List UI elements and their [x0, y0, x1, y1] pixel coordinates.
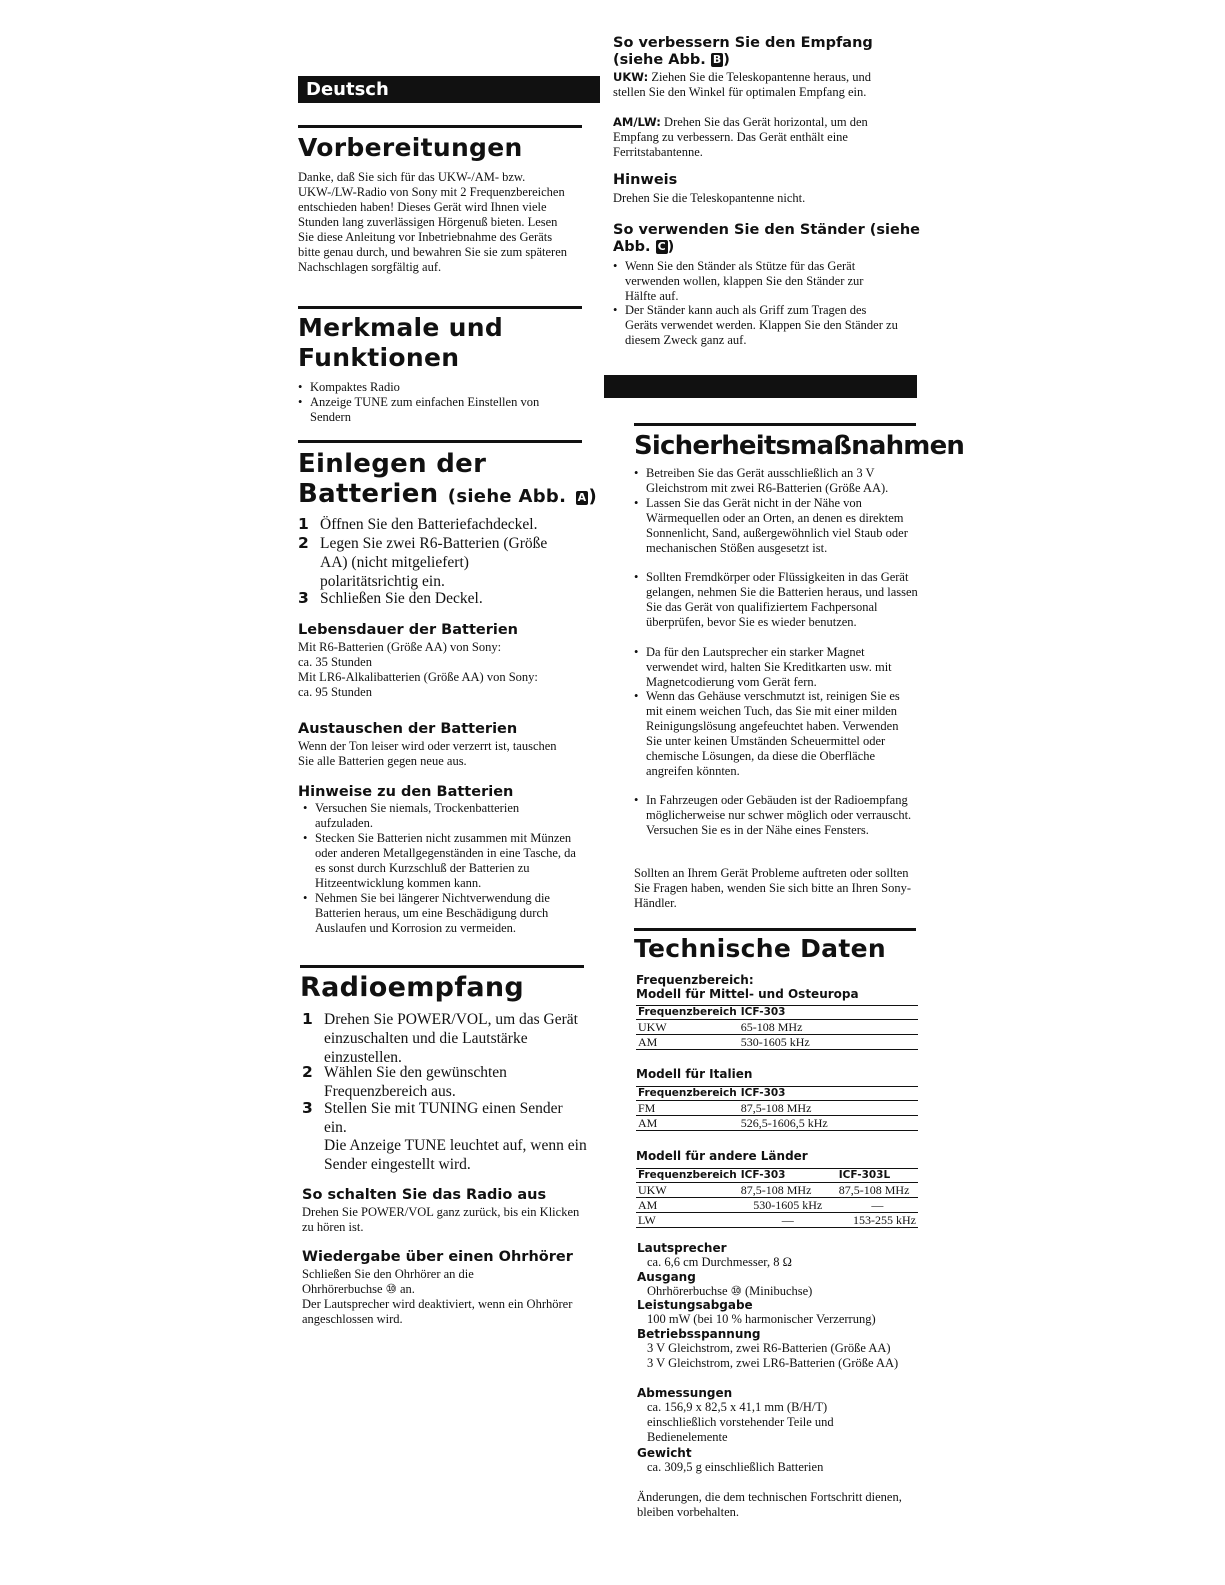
battery-step-3 [298, 589, 578, 608]
model2-title: Modell für Italien [636, 1067, 753, 1081]
sicherheit-item: • Sollten Fremdkörper oder Flüssigkeiten in das Gerät gelangen, nehmen Sie die Batterien heraus, und lassen Sie das Gerät von qualifiziertem Fachpersonal überprüfen, bevor Sie es wieder benutzen. [634, 570, 919, 630]
step-number: 1 [298, 515, 309, 533]
heading-empfang [613, 35, 873, 69]
step-text: Legen Sie zwei R6-Batterien (Größe AA) (nicht mitgeliefert) polaritätsrichtig ein. [320, 535, 548, 590]
heading-austauschen: Austauschen der Batterien [298, 721, 518, 737]
radio-step-1 [302, 1010, 587, 1067]
step-number: 2 [298, 534, 309, 552]
heading-ohrhoerer: Wiedergabe über einen Ohrhörer [302, 1249, 573, 1265]
sicherheit-item: • In Fahrzeugen oder Gebäuden ist der Radioempfang möglicherweise nur schwer möglich oder verrauscht. Versuchen Sie es in der Nähe eines Fensters. [634, 793, 914, 838]
step-text: Stellen Sie mit TUNING einen Sender ein. [324, 1100, 563, 1136]
battery-step-2 [298, 534, 563, 591]
section-rule [634, 423, 916, 426]
step-number: 3 [298, 589, 309, 607]
lebensdauer-line: ca. 35 Stunden [298, 655, 372, 669]
freq-label: Frequenzbereich: [636, 973, 754, 987]
table-cell: 87,5-108 MHz [837, 1183, 918, 1198]
empfang-amlw [613, 115, 898, 160]
heading-hinweis: Hinweis [613, 172, 678, 188]
empfang-amlw-text: Drehen Sie das Gerät horizontal, um den Empfang zu verbessern. Das Gerät enthält eine Ferritstabantenne. [613, 115, 868, 159]
table-cell: — [837, 1198, 918, 1213]
heading-batterien-close: ) [588, 486, 597, 507]
sicherheit-item: • Wenn das Gehäuse verschmutzt ist, reinigen Sie es mit einem weichen Tuch, das Sie mit einer milden Reinigungslösung angefeuchtet haben. Verwenden Sie unter keinen Umständen Scheuermittel oder chemische Lösungen, da diese die Oberfläche angreifen könnten. [634, 689, 909, 779]
table-cell: 87,5-108 MHz [739, 1101, 918, 1116]
vorbereitungen-body: Danke, daß Sie sich für das UKW-/AM- bzw. UKW-/LW-Radio von Sony mit 2 Frequenzbereichen entschieden haben! Dieses Gerät wird Ihnen viele Stunden lang zuverlässigen Hörgenuß bieten. Lesen Sie diese Anleitung vor Inbetriebnahme des Geräts bitte genau durch, und bewahren Sie sie zum späteren Nachschlagen sorgfältig auf. [298, 170, 568, 274]
heading-staender-line2 [613, 239, 920, 256]
heading-staender-close: ) [667, 239, 675, 255]
heading-empfang-line1: So verbessern Sie den Empfang [613, 35, 873, 51]
figure-ref-c: C [657, 240, 666, 253]
heading-staender-line1: So verwenden Sie den Ständer (siehe [613, 222, 921, 238]
step-text: Wählen Sie den gewünschten Frequenzbereich aus. [324, 1064, 507, 1100]
spec-value: ca. 309,5 g einschließlich Batterien [647, 1460, 824, 1474]
model3-title: Modell für andere Länder [636, 1149, 808, 1163]
staender-item: • Wenn Sie den Ständer als Stütze für das Gerät verwenden wollen, klappen Sie den Ständer zur Hälfte auf. [613, 259, 893, 304]
section-rule [298, 440, 582, 443]
technik-footer: Änderungen, die dem technischen Fortschritt dienen, bleiben vorbehalten. [637, 1490, 902, 1519]
spec-table-3 [636, 1168, 918, 1228]
empfang-ukw-text: Ziehen Sie die Teleskopantenne heraus, und stellen Sie den Winkel für optimalen Empfang ein. [613, 70, 871, 99]
spec-value: 3 V Gleichstrom, zwei LR6-Batterien (Größe AA) [647, 1356, 899, 1370]
radio-step-3 [302, 1099, 587, 1137]
table-cell: UKW [636, 1183, 739, 1198]
table-cell: 65-108 MHz [739, 1020, 918, 1035]
spec-label: Abmessungen [637, 1386, 733, 1400]
table-cell: FM [636, 1101, 739, 1116]
table-header: ICF-303 [739, 1169, 837, 1183]
heading-radioempfang: Radioempfang [300, 972, 525, 1003]
table-cell: AM [636, 1035, 739, 1050]
table-cell: — [739, 1213, 837, 1228]
heading-batterien-line1: Einlegen der [298, 449, 487, 479]
hinweise-item: • Nehmen Sie bei längerer Nichtverwendung die Batterien heraus, um eine Beschädigung durch Auslaufen und Korrosion zu vermeiden. [303, 891, 575, 936]
heading-staender-ref: Abb. [613, 239, 651, 255]
table-header: Frequenzbereich [638, 1169, 737, 1181]
spec-value: 3 V Gleichstrom, zwei R6-Batterien (Größe AA) [647, 1341, 891, 1355]
table-row [636, 1035, 918, 1050]
figure-ref-a: A [577, 491, 587, 504]
radio-step-3-note: Die Anzeige TUNE leuchtet auf, wenn ein Sender eingestellt wird. [324, 1137, 587, 1173]
spec-label: Gewicht [637, 1446, 692, 1460]
heading-empfang-ref: (siehe Abb. [613, 52, 706, 68]
spec-label: Lautsprecher [637, 1241, 727, 1255]
table-cell: AM [636, 1198, 739, 1213]
table-cell: 153-255 kHz [837, 1213, 918, 1228]
table-cell: AM [636, 1116, 739, 1131]
table-row [636, 1101, 918, 1116]
table-header-row [636, 1087, 918, 1101]
lebensdauer-line: Mit LR6-Alkalibatterien (Größe AA) von Sony: [298, 670, 538, 684]
table-cell: 87,5-108 MHz [739, 1183, 837, 1198]
spec-label: Leistungsabgabe [637, 1298, 753, 1312]
heading-vorbereitungen: Vorbereitungen [298, 133, 523, 162]
spec-label: Ausgang [637, 1270, 696, 1284]
empfang-ukw-label: UKW: [613, 70, 649, 84]
heading-lebensdauer: Lebensdauer der Batterien [298, 622, 518, 638]
heading-batterien [298, 449, 597, 512]
sicherheit-item: • Lassen Sie das Gerät nicht in der Nähe von Wärmequellen oder an Orten, an denen es direktem Sonnenlicht, Sand, außergewöhnlich viel Staub oder mechanischen Stößen ausgesetzt ist. [634, 496, 912, 556]
ohrhoerer-body-1: Schließen Sie den Ohrhörer an die Ohrhörerbuchse ⑩ an. [302, 1267, 474, 1296]
section-rule [634, 928, 916, 931]
merkmale-item: • Anzeige TUNE zum einfachen Einstellen von Sendern [298, 395, 578, 425]
table-header: ICF-303L [837, 1169, 918, 1183]
table-header: Frequenzbereich [638, 1006, 737, 1018]
table-header-row [636, 1006, 918, 1020]
hinweis-body: Drehen Sie die Teleskopantenne nicht. [613, 191, 806, 205]
empfang-amlw-label: AM/LW: [613, 115, 661, 129]
table-header: Frequenzbereich [638, 1087, 737, 1099]
table-row [636, 1213, 918, 1228]
empfang-ukw [613, 70, 893, 100]
figure-ref-b: B [712, 53, 722, 66]
austauschen-body: Wenn der Ton leiser wird oder verzerrt ist, tauschen Sie alle Batterien gegen neue aus. [298, 739, 557, 768]
spec-table-2 [636, 1086, 918, 1131]
blank-language-bar [604, 375, 917, 398]
heading-empfang-line2 [613, 52, 873, 69]
radio-step-2 [302, 1063, 587, 1101]
spec-value: ca. 156,9 x 82,5 x 41,1 mm (B/H/T) einschließlich vorstehender Teile und Bedienelemente [647, 1400, 834, 1444]
section-rule [298, 125, 582, 128]
heading-merkmale [298, 313, 503, 373]
table-cell: LW [636, 1213, 739, 1228]
language-tag [298, 76, 600, 103]
table-cell: 526,5-1606,5 kHz [739, 1116, 918, 1131]
spec-table-1 [636, 1005, 918, 1050]
language-tag-text: Deutsch [306, 79, 389, 100]
table-header: ICF-303 [739, 1006, 918, 1020]
model1-title: Modell für Mittel- und Osteuropa [636, 987, 859, 1001]
table-header-row [636, 1169, 918, 1183]
heading-hinweise: Hinweise zu den Batterien [298, 784, 514, 800]
heading-batterien-ref: (siehe Abb. [447, 486, 567, 507]
heading-ausschalten: So schalten Sie das Radio aus [302, 1187, 547, 1203]
sicherheit-closing: Sollten an Ihrem Gerät Probleme auftreten oder sollten Sie Fragen haben, wenden Sie sich bitte an Ihren Sony-Händler. [634, 866, 912, 910]
heading-merkmale-line2: Funktionen [298, 343, 460, 372]
step-text: Öffnen Sie den Batteriefachdeckel. [320, 516, 538, 533]
table-row [636, 1198, 918, 1213]
heading-sicherheit: Sicherheitsmaßnahmen [634, 431, 965, 461]
heading-technik: Technische Daten [634, 934, 886, 963]
step-text: Schließen Sie den Deckel. [320, 590, 483, 607]
step-number: 3 [302, 1099, 313, 1117]
heading-merkmale-line1: Merkmale und [298, 313, 504, 342]
lebensdauer-line: Mit R6-Batterien (Größe AA) von Sony: [298, 640, 502, 654]
heading-empfang-close: ) [723, 52, 730, 68]
merkmale-item: • Kompaktes Radio [298, 380, 578, 395]
hinweise-item: • Stecken Sie Batterien nicht zusammen mit Münzen oder anderen Metallgegenständen in eine Tasche, da es sonst durch Kurzschluß der Batterien zu Hitzeentwicklung kommen kann. [303, 831, 588, 891]
step-text: Drehen Sie POWER/VOL, um das Gerät einzuschalten und die Lautstärke einzustellen. [324, 1011, 578, 1066]
section-rule [300, 965, 584, 968]
spec-value: Ohrhörerbuchse ⑩ (Minibuchse) [647, 1284, 813, 1298]
spec-value: 100 mW (bei 10 % harmonischer Verzerrung) [647, 1312, 876, 1326]
ohrhoerer-body-2: Der Lautsprecher wird deaktiviert, wenn ein Ohrhörer angeschlossen wird. [302, 1297, 573, 1326]
sicherheit-item: • Betreiben Sie das Gerät ausschließlich an 3 V Gleichstrom mit zwei R6-Batterien (Größe AA). [634, 466, 922, 496]
step-number: 2 [302, 1063, 313, 1081]
spec-value: ca. 6,6 cm Durchmesser, 8 Ω [647, 1255, 792, 1269]
battery-step-1 [298, 515, 578, 534]
table-cell: UKW [636, 1020, 739, 1035]
section-rule [298, 306, 582, 309]
hinweise-item: • Versuchen Sie niemals, Trockenbatterien aufzuladen. [303, 801, 578, 831]
table-cell: 530-1605 kHz [739, 1035, 918, 1050]
heading-batterien-line2 [298, 479, 597, 512]
sicherheit-item: • Da für den Lautsprecher ein starker Magnet verwendet wird, halten Sie Kreditkarten usw. mit Magnetcodierung vom Gerät fern. [634, 645, 912, 690]
ausschalten-body: Drehen Sie POWER/VOL ganz zurück, bis ein Klicken zu hören ist. [302, 1205, 580, 1234]
lebensdauer-line: ca. 95 Stunden [298, 685, 372, 699]
table-header: ICF-303 [739, 1087, 918, 1101]
table-cell: 530-1605 kHz [739, 1198, 837, 1213]
heading-batterien-word: Batterien [298, 479, 439, 509]
spec-label: Betriebsspannung [637, 1327, 761, 1341]
table-row [636, 1020, 918, 1035]
step-number: 1 [302, 1010, 313, 1028]
staender-item: • Der Ständer kann auch als Griff zum Tragen des Geräts verwendet werden. Klappen Sie den Ständer zu diesem Zweck ganz auf. [613, 303, 898, 348]
table-row [636, 1116, 918, 1131]
table-row [636, 1183, 918, 1198]
heading-staender [613, 222, 920, 256]
